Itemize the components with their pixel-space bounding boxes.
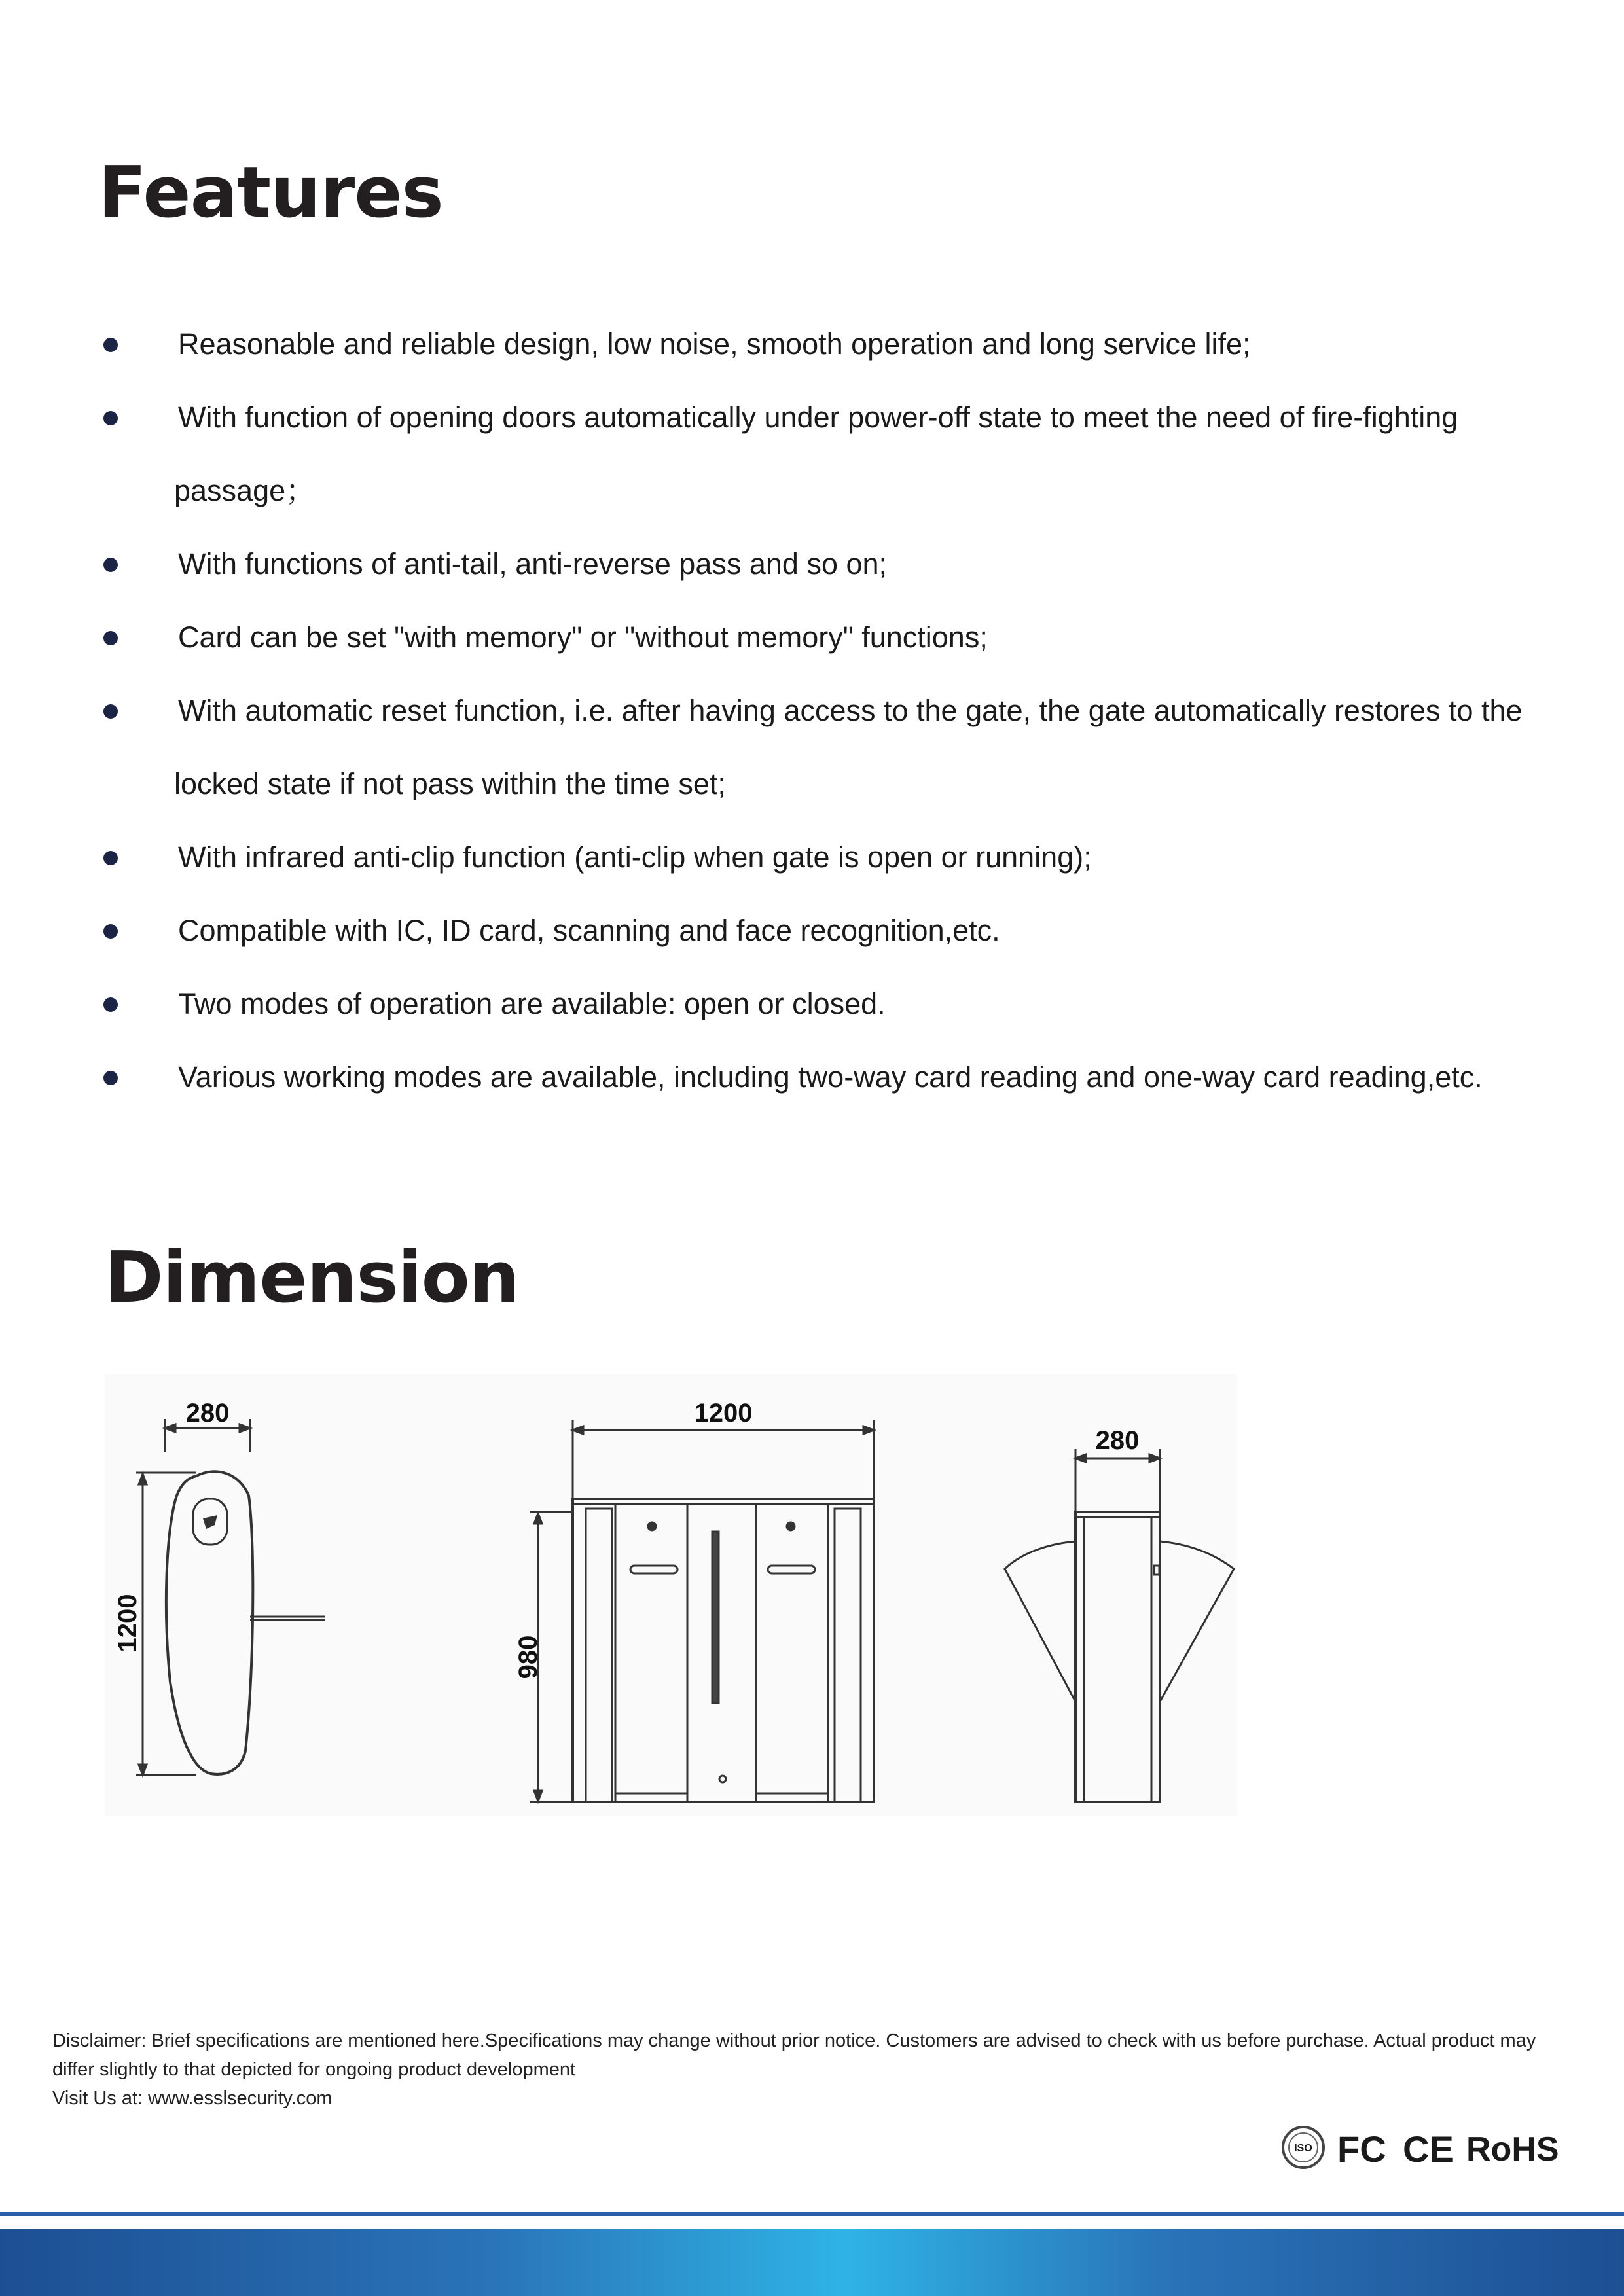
feature-text: Card can be set "with memory" or "without memory" functions; xyxy=(178,620,988,654)
front-view xyxy=(514,1399,874,1802)
bullet-icon xyxy=(103,338,118,352)
bullet-icon xyxy=(103,1071,118,1085)
feature-text: Compatible with IC, ID card, scanning and face recognition,etc. xyxy=(178,914,1000,947)
feature-text: With automatic reset function, i.e. after having access to the gate, the gate automatically restores to the xyxy=(178,694,1523,727)
dimension-drawing xyxy=(105,1374,1237,1816)
iso-logo-icon xyxy=(1283,2127,1324,2168)
feature-text-continued: passage； xyxy=(174,474,316,507)
feature-item xyxy=(98,821,1564,894)
feature-item xyxy=(98,308,1564,381)
ce-logo: CE xyxy=(1403,2128,1454,2170)
bullet-icon xyxy=(103,704,118,719)
feature-item xyxy=(98,601,1564,674)
bullet-icon xyxy=(103,851,118,865)
bullet-icon xyxy=(103,558,118,572)
footer-band xyxy=(0,2229,1624,2296)
dimension-heading: Dimension xyxy=(105,1237,519,1319)
feature-item xyxy=(98,894,1564,967)
side-height-label: 1200 xyxy=(113,1594,142,1653)
end-view xyxy=(1005,1426,1234,1802)
end-width-label: 280 xyxy=(1095,1426,1140,1455)
front-width-label: 1200 xyxy=(694,1399,753,1427)
certification-logos xyxy=(1280,2124,1568,2170)
footer-divider xyxy=(0,2212,1624,2216)
feature-text-continued: locked state if not pass within the time set; xyxy=(174,767,726,800)
feature-item xyxy=(98,528,1564,601)
feature-text: Two modes of operation are available: open or closed. xyxy=(178,987,886,1020)
website-text: Visit Us at: www.esslsecurity.com xyxy=(52,2088,333,2109)
bullet-icon xyxy=(103,997,118,1012)
feature-text: Various working modes are available, including two-way card reading and one-way card reading,etc. xyxy=(178,1060,1483,1094)
features-list xyxy=(98,308,1564,1114)
front-height-label: 980 xyxy=(514,1635,543,1679)
feature-item xyxy=(98,674,1564,821)
bullet-icon xyxy=(103,924,118,939)
bullet-icon xyxy=(103,631,118,645)
iso-label: ISO xyxy=(1294,2143,1312,2154)
features-heading: Features xyxy=(98,152,443,234)
feature-item xyxy=(98,967,1564,1041)
rohs-logo: RoHS xyxy=(1466,2130,1559,2168)
feature-text: With infrared anti-clip function (anti-clip when gate is open or running); xyxy=(178,840,1092,874)
bullet-icon xyxy=(103,411,118,425)
disclaimer xyxy=(52,2026,1564,2113)
feature-text: Reasonable and reliable design, low noise, smooth operation and long service life; xyxy=(178,327,1251,361)
feature-item xyxy=(98,381,1564,528)
feature-item xyxy=(98,1041,1564,1114)
feature-text: With function of opening doors automatically under power-off state to meet the need of fire-fighting xyxy=(178,401,1458,434)
disclaimer-text: Disclaimer: Brief specifications are mentioned here.Specifications may change without prior notice. Customers are advised to check with us before purchase. Actual product may differ slightly to that depicted for ongoing product development xyxy=(52,2030,1536,2080)
fc-logo: FC xyxy=(1337,2128,1386,2170)
feature-text: With functions of anti-tail, anti-reverse pass and so on; xyxy=(178,547,888,581)
side-width-label: 280 xyxy=(185,1399,230,1427)
side-view xyxy=(113,1399,325,1775)
